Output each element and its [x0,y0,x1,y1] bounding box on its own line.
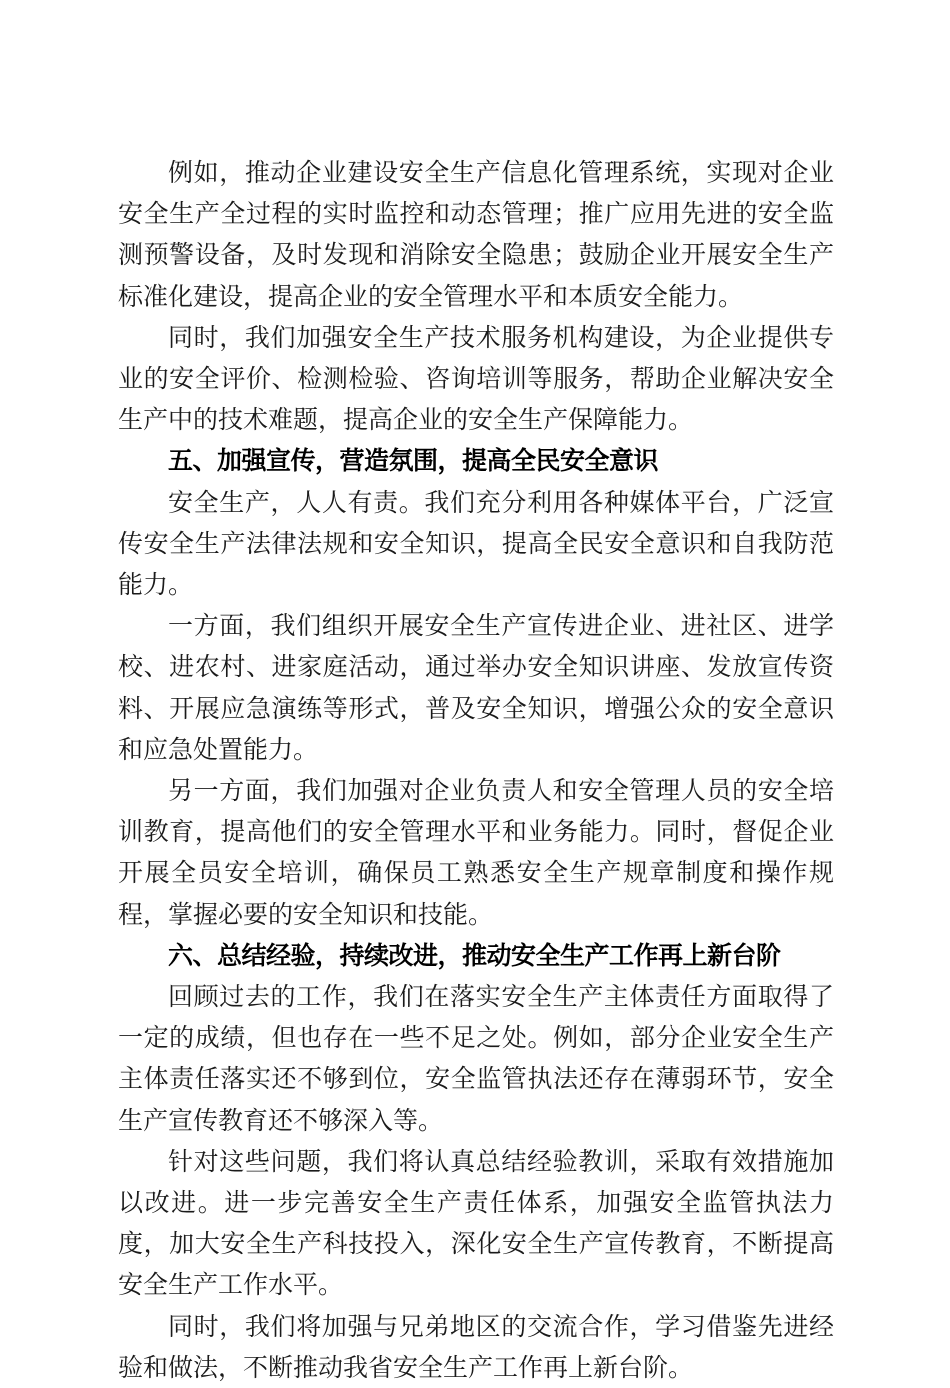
paragraph-intro-2: 同时，我们加强安全生产技术服务机构建设，为企业提供专业的安全评价、检测检验、咨询培训等服务，帮助企业解决安全生产中的技术难题，提高企业的安全生产保障能力。 [118,322,834,435]
document-page [118,152,834,1388]
section-5-paragraph-1: 安全生产，人人有责。我们充分利用各种媒体平台，广泛宣传安全生产法律法规和安全知识，提高全民安全意识和自我防范能力。 [118,487,834,600]
section-6-heading: 六、总结经验，持续改进，推动安全生产工作再上新台阶 [168,940,781,970]
section-6-paragraph-1: 回顾过去的工作，我们在落实安全生产主体责任方面取得了一定的成绩，但也存在一些不足之处。例如，部分企业安全生产主体责任落实还不够到位，安全监管执法还存在薄弱环节，安全生产宣传教育还不够深入等。 [118,982,834,1135]
section-5-paragraph-2: 一方面，我们组织开展安全生产宣传进企业、进社区、进学校、进农村、进家庭活动，通过举办安全知识讲座、发放宣传资料、开展应急演练等形式，普及安全知识，增强公众的安全意识和应急处置能力。 [118,611,834,764]
section-6-paragraph-3: 同时，我们将加强与兄弟地区的交流合作，学习借鉴先进经验和做法，不断推动我省安全生产工作再上新台阶。 [118,1311,834,1382]
paragraph-intro-1: 例如，推动企业建设安全生产信息化管理系统，实现对企业安全生产全过程的实时监控和动态管理；推广应用先进的安全监测预警设备，及时发现和消除安全隐患；鼓励企业开展安全生产标准化建设，提高企业的安全管理水平和本质安全能力。 [118,158,834,311]
section-6-paragraph-2: 针对这些问题，我们将认真总结经验教训，采取有效措施加以改进。进一步完善安全生产责任体系，加强安全监管执法力度，加大安全生产科技投入，深化安全生产宣传教育，不断提高安全生产工作水平。 [118,1146,834,1300]
section-5-paragraph-3: 另一方面，我们加强对企业负责人和安全管理人员的安全培训教育，提高他们的安全管理水平和业务能力。同时，督促企业开展全员安全培训，确保员工熟悉安全生产规章制度和操作规程，掌握必要的安全知识和技能。 [118,776,834,929]
section-5-heading: 五、加强宣传，营造氛围，提高全民安全意识 [168,446,659,476]
